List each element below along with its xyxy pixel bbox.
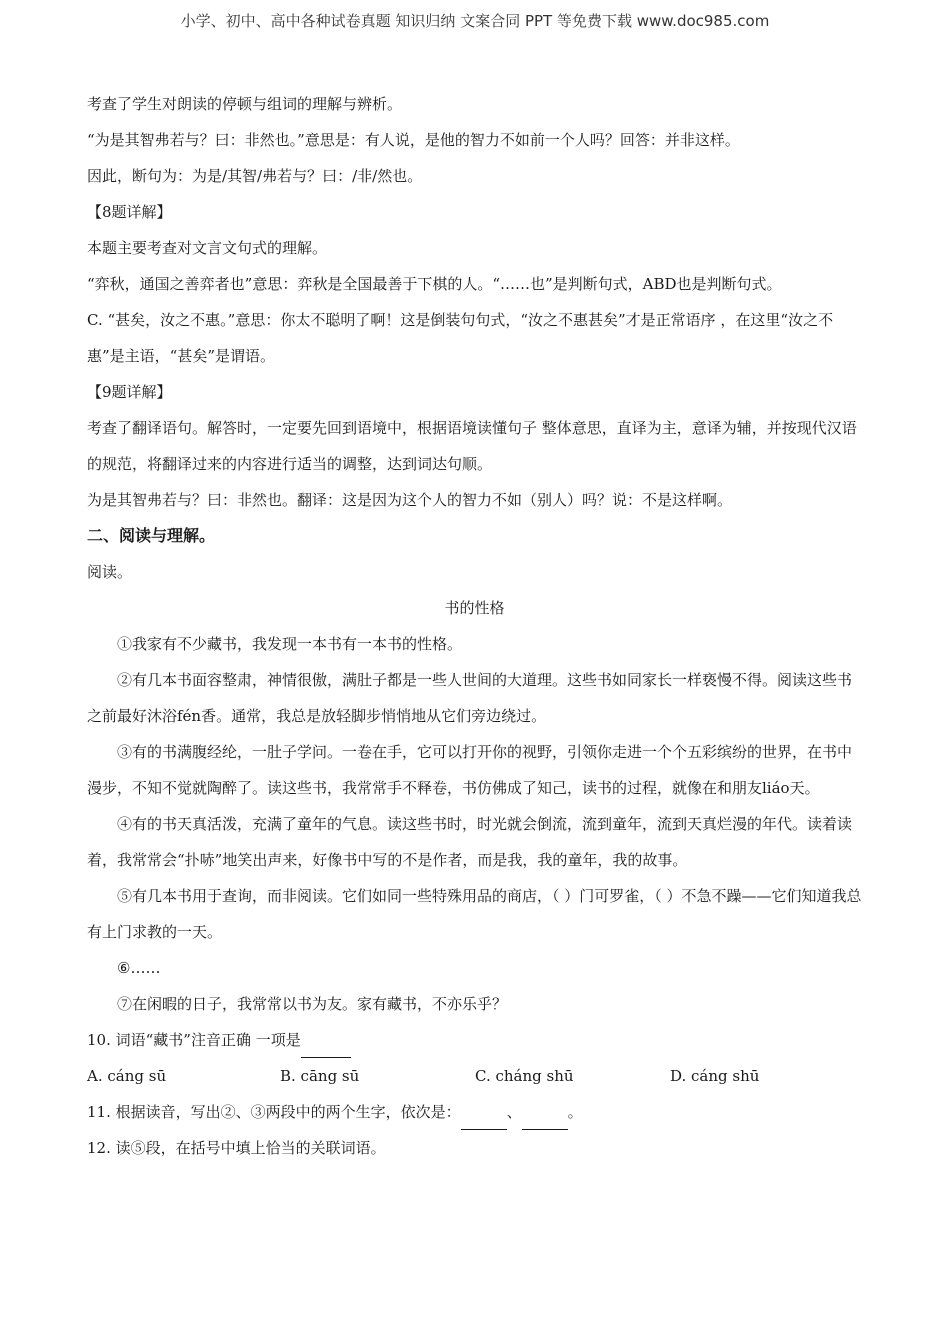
- option-d[interactable]: D. cáng shū: [670, 1067, 760, 1085]
- text-paragraph: 考查了翻译语句。解答时，一定要先回到语境中，根据语境读懂句子 整体意思，直译为主，意译为辅，并按现代汉语的规范，将翻译过来的内容进行适当的调整，达到词达句顺。: [87, 419, 857, 473]
- article-title: 书的性格: [444, 599, 505, 617]
- period: 。: [567, 1103, 583, 1121]
- option-c[interactable]: C. cháng shū: [475, 1067, 574, 1085]
- article-paragraph: ⑤有几本书用于查询，而非阅读。它们如同一些特殊用品的商店，（ ）门可罗雀，（ ）不急不躁——它们知道我总有上门求教的一天。: [87, 887, 862, 941]
- document-body: [87, 86, 862, 1166]
- article-paragraph: ⑥……: [117, 959, 161, 977]
- article-paragraph: ②有几本书面容整肃，神情很傲，满肚子都是一些人世间的大道理。这些书如同家长一样亵慢不得。阅读这些书之前最好沐浴fén香。通常，我总是放轻脚步悄悄地从它们旁边绕过。: [87, 671, 853, 725]
- text-line: 为是其智弗若与？曰：非然也。翻译：这是因为这个人的智力不如（别人）吗？说：不是这样啊。: [87, 491, 733, 509]
- question-11: [87, 1094, 862, 1130]
- text-line: 因此，断句为：为是/其智/弗若与？曰：/非/然也。: [87, 167, 423, 185]
- text-line: 阅读。: [87, 563, 133, 581]
- text-paragraph: “弈秋，通国之善弈者也”意思：弈秋是全国最善于下棋的人。“……也”是判断句式，ABD也是判断句式。: [87, 275, 782, 293]
- text-line: 考查了学生对朗读的停顿与组词的理解与辨析。: [87, 95, 403, 113]
- page-header: 小学、初中、高中各种试卷真题 知识归纳 文案合同 PPT 等免费下载 www.doc985.com: [180, 12, 770, 30]
- section-heading: 二、阅读与理解。: [87, 526, 216, 545]
- text-paragraph: C. “甚矣，汝之不惠。”意思：你太不聪明了啊！这是倒装句句式，“汝之不惠甚矣”才是正常语序 ，在这里“汝之不惠”是主语，“甚矣”是谓语。: [87, 311, 834, 365]
- article-paragraph: ①我家有不少藏书，我发现一本书有一本书的性格。: [117, 635, 463, 653]
- question-11-text: 11. 根据读音，写出②、③两段中的两个生字，依次是：: [87, 1103, 461, 1121]
- answer-blank[interactable]: [461, 1109, 507, 1130]
- text-line: “为是其智弗若与？曰：非然也。”意思是：有人说，是他的智力不如前一个人吗？回答：并非这样。: [87, 131, 740, 149]
- article-paragraph: ③有的书满腹经纶，一肚子学问。一卷在手，它可以打开你的视野，引领你走进一个个五彩缤纷的世界，在书中漫步，不知不觉就陶醉了。读这些书，我常常手不释卷，书仿佛成了知己，读书的过程，就像在和朋友liáo天。: [87, 743, 853, 797]
- question-10: [87, 1022, 862, 1058]
- subheading: 【9题详解】: [87, 383, 172, 401]
- option-a[interactable]: A. cáng sū: [87, 1067, 167, 1085]
- article-paragraph: ⑦在闲暇的日子，我常常以书为友。家有藏书，不亦乐乎？: [117, 995, 508, 1013]
- question-10-options: [87, 1058, 862, 1094]
- text-line: 本题主要考查对文言文句式的理解。: [87, 239, 328, 257]
- answer-blank[interactable]: [301, 1037, 351, 1058]
- option-b[interactable]: B. cāng sū: [280, 1067, 360, 1085]
- answer-blank[interactable]: [522, 1109, 568, 1130]
- subheading: 【8题详解】: [87, 203, 172, 221]
- question-12: 12. 读⑤段，在括号中填上恰当的关联词语。: [87, 1139, 386, 1157]
- question-10-text: 10. 词语“藏书”注音正确 一项是: [87, 1031, 301, 1049]
- separator: 、: [506, 1103, 522, 1121]
- article-paragraph: ④有的书天真活泼，充满了童年的气息。读这些书时，时光就会倒流，流到童年，流到天真烂漫的年代。读着读着，我常常会“扑哧”地笑出声来，好像书中写的不是作者，而是我，我的童年，我的故事。: [87, 815, 853, 869]
